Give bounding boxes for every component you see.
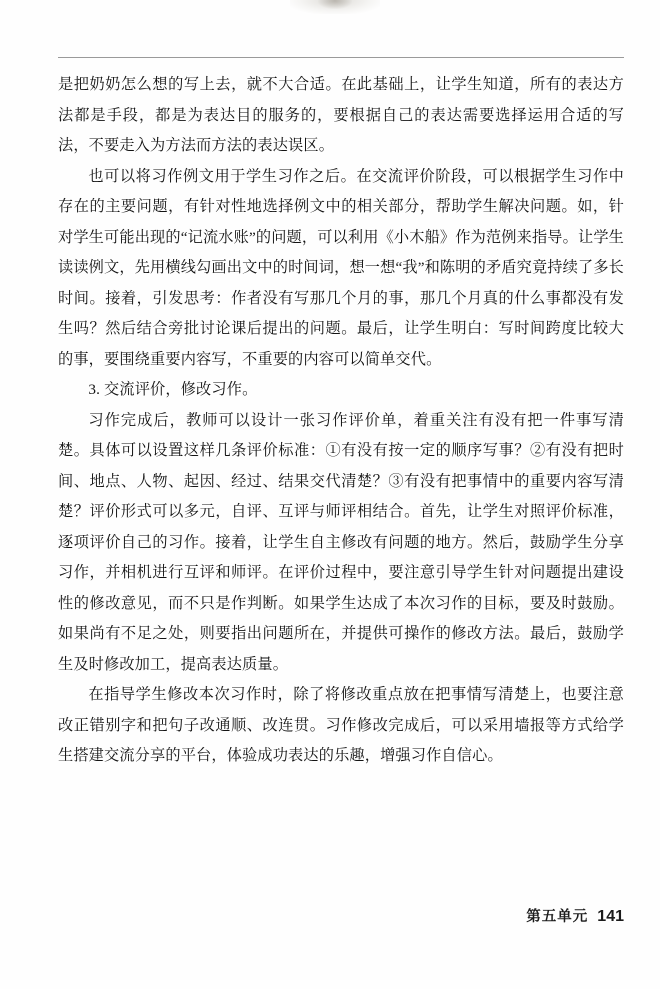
- scan-smudge: [290, 0, 380, 14]
- paragraph: 在指导学生修改本次习作时，除了将修改重点放在把事情写清楚上，也要注意改正错别字和把句子改通顺、改连贯。习作修改完成后，可以采用墙报等方式给学生搭建交流分享的平台，体验成功表达的乐趣，增强习作自信心。: [58, 686, 624, 764]
- unit-label: 第五单元: [526, 909, 589, 925]
- body-text: [58, 70, 624, 772]
- section-heading: 3. 交流评价，修改习作。: [88, 381, 258, 398]
- page-footer: [526, 905, 624, 926]
- paragraph: 是把奶奶怎么想的写上去，就不大合适。在此基础上，让学生知道，所有的表达方法都是手段，都是为表达目的服务的，要根据自己的表达需要选择运用合适的写法，不要走入为方法而方法的表达误区。: [58, 76, 624, 154]
- paragraph: 习作完成后，教师可以设计一张习作评价单，着重关注有没有把一件事写清楚。具体可以设置这样几条评价标准：①有没有按一定的顺序写事？②有没有把时间、地点、人物、起因、经过、结果交代清楚？③有没有把事情中的重要内容写清楚？评价形式可以多元，自评、互评与师评相结合。首先，让学生对照评价标准，逐项评价自己的习作。接着，让学生自主修改有问题的地方。然后，鼓励学生分享习作，并相机进行互评和师评。在评价过程中，要注意引导学生针对问题提出建设性的修改意见，而不只是作判断。如果学生达成了本次习作的目标，要及时鼓励。如果尚有不足之处，则要指出问题所在，并提供可操作的修改方法。最后，鼓励学生及时修改加工，提高表达质量。: [58, 411, 624, 673]
- paragraph: 也可以将习作例文用于学生习作之后。在交流评价阶段，可以根据学生习作中存在的主要问题，有针对性地选择例文中的相关部分，帮助学生解决问题。如，针对学生可能出现的“记流水账”的问题，可以利用《小木船》作为范例来指导。让学生读读例文，先用横线勾画出文中的时间词，想一想“我”和陈明的矛盾究竟持续了多长时间。接着，引发思考：作者没有写那几个月的事，那几个月真的什么事都没有发生吗？然后结合旁批讨论课后提出的问题。最后，让学生明白：写时间跨度比较大的事，要围绕重要内容写，不重要的内容可以简单交代。: [58, 167, 624, 368]
- scan-smudge-core: [318, 0, 352, 9]
- header-rule: [58, 57, 624, 58]
- page-number: 141: [597, 908, 624, 925]
